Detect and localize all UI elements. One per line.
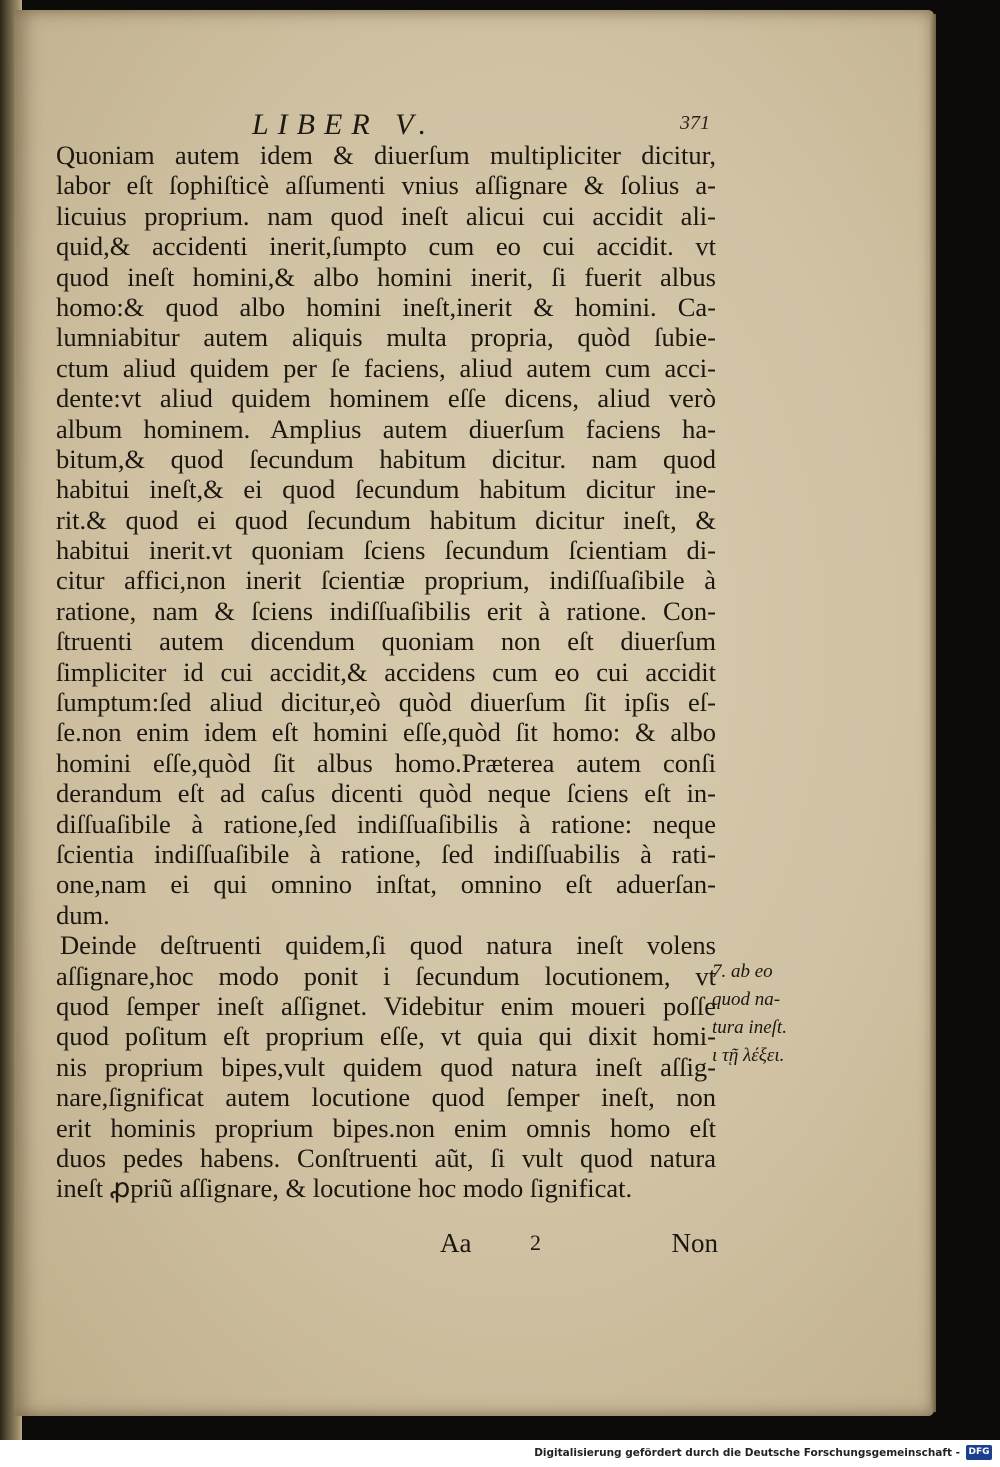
text-line: ineſt ꝓpriũ aſſignare, & locutione hoc modo ſignificat. [56, 1173, 633, 1204]
text-line: aſſignare,hoc modo ponit i ſecundum locutionem, vt [56, 960, 716, 991]
text-line: quod ſemper ineſt aſſignet. Videbitur enim moueri poſſe [56, 990, 716, 1021]
catchword: Non [671, 1228, 718, 1258]
text-line: Quoniam autem idem & diuerſum multipliciter dicitur, [56, 140, 716, 170]
text-line: dente:vt aliud quidem hominem eſſe dicens, aliud verò [56, 383, 716, 414]
text-line: ctum aliud quidem per ſe faciens, aliud autem cum acci- [56, 352, 716, 383]
text-line: erit hominis proprium bipes.non enim omnis homo eſt [56, 1112, 716, 1143]
funding-credit: Digitalisierung gefördert durch die Deutsche Forschungsgemeinschaft - [534, 1447, 960, 1459]
text-line: habitui inerit.vt quoniam ſciens ſecundum ſcientiam di- [56, 535, 716, 566]
marginal-note-line: quod na- [712, 989, 781, 1010]
text-line: quid,& accidenti inerit,ſumpto cum eo cui accidit. vt [56, 231, 716, 262]
text-line: licuius proprium. nam quod ineſt alicui cui accidit ali- [56, 200, 716, 231]
running-head-title: LIBER V. [252, 108, 436, 141]
text-line: habitui ineſt,& ei quod ſecundum habitum dicitur ine- [56, 474, 716, 505]
marginal-note-line: tura ineſt. [712, 1017, 787, 1038]
body-text [56, 140, 716, 1204]
text-line: homini eſſe,quòd ſit albus homo.Præterea autem conſi [56, 747, 716, 778]
text-line: nare,ſignificat autem locutione quod ſemper ineſt, non [56, 1082, 716, 1113]
text-line: ſe.non enim idem eſt homini eſſe,quòd ſit homo: & albo [56, 717, 716, 748]
page-number: 371 [680, 112, 710, 134]
text-line: dum. [56, 899, 110, 930]
text-line: ſimpliciter id cui accidit,& accidens cum eo cui accidit [56, 656, 716, 687]
signature-mark: Aa [440, 1228, 472, 1258]
signature-number: 2 [530, 1230, 541, 1255]
marginal-note-line: ι τῇ λέξει. [712, 1045, 785, 1066]
text-line: rit.& quod ei quod ſecundum habitum dicitur ineſt, & [56, 504, 716, 535]
text-line: citur affici,non inerit ſcientiæ proprium, indiſſuaſibile à [56, 565, 716, 596]
text-line: duos pedes habens. Conſtruenti aũt, ſi vult quod natura [56, 1142, 716, 1173]
text-line: one,nam ei qui omnino inſtat, omnino eſt aduerſan- [56, 869, 716, 900]
footer-bar [0, 1440, 1000, 1467]
text-line: Deinde deſtruenti quidem,ſi quod natura ineſt volens [60, 930, 716, 961]
text-line: nis proprium bipes,vult quidem quod natura ineſt aſſig- [56, 1051, 716, 1082]
text-line: album hominem. Amplius autem diuerſum faciens ha- [56, 413, 716, 444]
text-line: ratione, nam & ſciens indiſſuaſibilis erit à ratione. Con- [56, 595, 716, 626]
text-line: lumniabitur autem aliquis multa propria, quòd ſubie- [56, 322, 716, 353]
text-line: derandum eſt ad caſus dicenti quòd neque ſciens eſt in- [56, 778, 716, 809]
text-line: bitum,& quod ſecundum habitum dicitur. nam quod [56, 443, 716, 474]
dfg-logo-icon: DFG [966, 1445, 992, 1460]
text-line: ſtruenti autem dicendum quoniam non eſt diuerſum [56, 626, 716, 657]
marginal-note-line: 7. ab eo [712, 961, 773, 982]
text-line: ſumptum:ſed aliud dicitur,eò quòd diuerſum ſit ipſis eſ- [56, 687, 716, 718]
marginal-note [712, 958, 832, 1070]
catchline [436, 1228, 718, 1260]
text-line: ſcientia indiſſuaſibile à ratione, ſed indiſſuabilis à rati- [56, 838, 716, 869]
text-line: homo:& quod albo homini ineſt,inerit & homini. Ca- [56, 291, 716, 322]
text-line: quod ineſt homini,& albo homini inerit, ſi fuerit albus [56, 261, 716, 292]
text-line: diſſuaſibile à ratione,ſed indiſſuaſibilis à ratione: neque [56, 808, 716, 839]
text-line: labor eſt ſophiſticè aſſumenti vnius aſſignare & ſolius a- [56, 170, 716, 201]
text-line: quod poſitum eſt proprium eſſe, vt quia qui dixit homi- [56, 1021, 716, 1052]
page-edge [930, 14, 936, 1412]
